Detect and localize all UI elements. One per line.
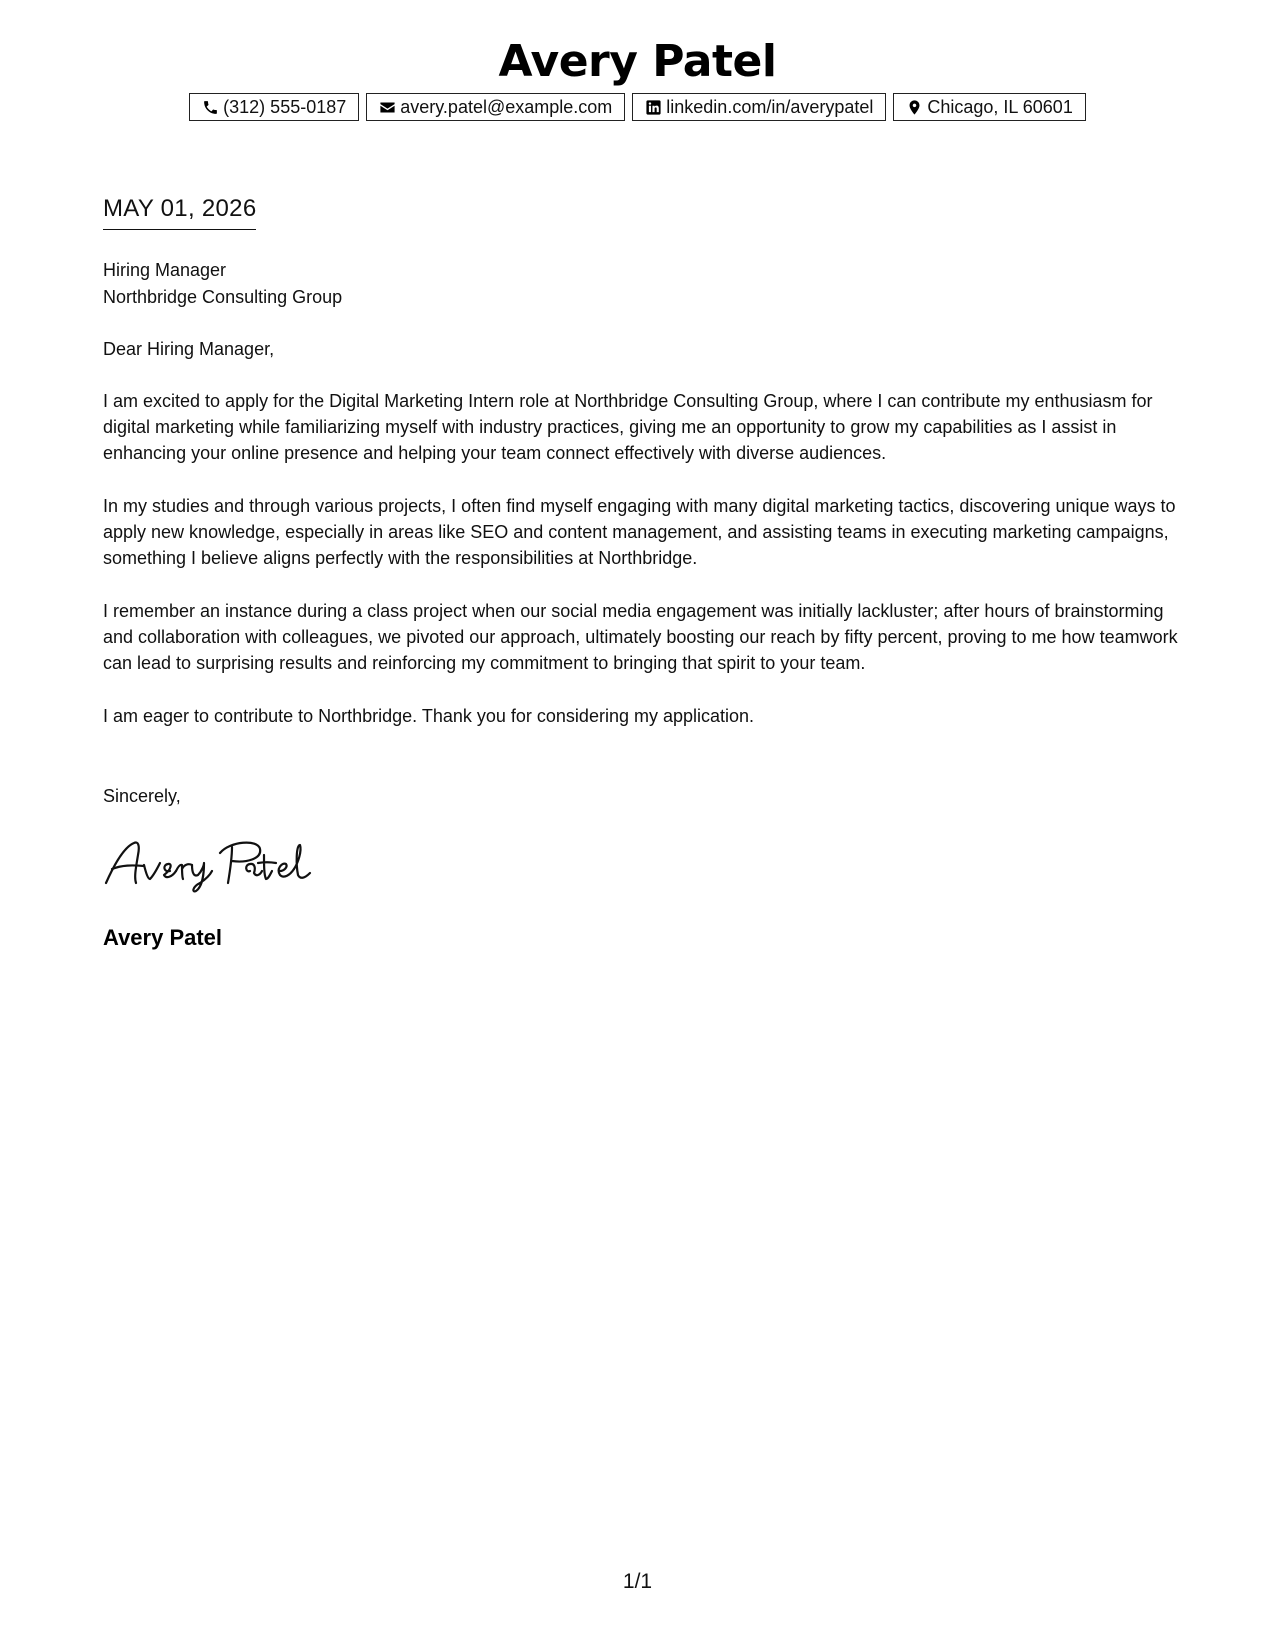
letter-date: MAY 01, 2026 — [103, 195, 256, 230]
phone-text: (312) 555-0187 — [223, 96, 347, 117]
recipient-title: Hiring Manager — [103, 260, 227, 280]
signed-name: Avery Patel — [103, 925, 223, 950]
phone-icon — [202, 99, 219, 116]
envelope-icon — [379, 99, 396, 116]
paragraph-1: I am excited to apply for the Digital Marketing Intern role at Northbridge Consulting Group, where I can contribute my enthusiasm for digital marketing while familiarizing myself with industry practices, giving me an opportunity to grow my capabilities as I assist in enhancing your online presence and helping your team connect effectively with diverse audiences. — [103, 391, 1153, 463]
applicant-name: Avery Patel — [498, 36, 777, 87]
linkedin-text: linkedin.com/in/averypatel — [666, 96, 874, 117]
location-text: Chicago, IL 60601 — [927, 96, 1073, 117]
closing: Sincerely, — [103, 786, 181, 806]
location-chip[interactable] — [893, 93, 1085, 121]
map-pin-icon — [906, 99, 923, 116]
linkedin-icon — [645, 99, 662, 116]
handwritten-signature — [100, 835, 320, 895]
paragraph-4: I am eager to contribute to Northbridge. Thank you for considering my application. — [103, 706, 755, 726]
recipient-block — [103, 257, 342, 311]
salutation: Dear Hiring Manager, — [103, 339, 275, 359]
paragraph-2: In my studies and through various projects, I often find myself engaging with many digital marketing tactics, discovering unique ways to apply new knowledge, especially in areas like SEO and content management, and assisting teams in executing marketing campaigns, something I believe aligns perfectly with the responsibilities at Northbridge. — [103, 496, 1176, 568]
email-chip[interactable] — [366, 93, 625, 121]
phone-chip[interactable] — [189, 93, 359, 121]
linkedin-chip[interactable] — [632, 93, 886, 121]
page-number: 1/1 — [622, 1570, 653, 1593]
contact-bar — [0, 93, 1275, 121]
paragraph-3: I remember an instance during a class project when our social media engagement was initially lackluster; after hours of brainstorming and collaboration with colleagues, we pivoted our approach, ultimately boosting our reach by fifty percent, proving to me how teamwork can lead to surprising results and reinforcing my commitment to bringing that spirit to your team. — [103, 601, 1178, 673]
email-text: avery.patel@example.com — [400, 96, 613, 117]
recipient-company: Northbridge Consulting Group — [103, 287, 343, 307]
